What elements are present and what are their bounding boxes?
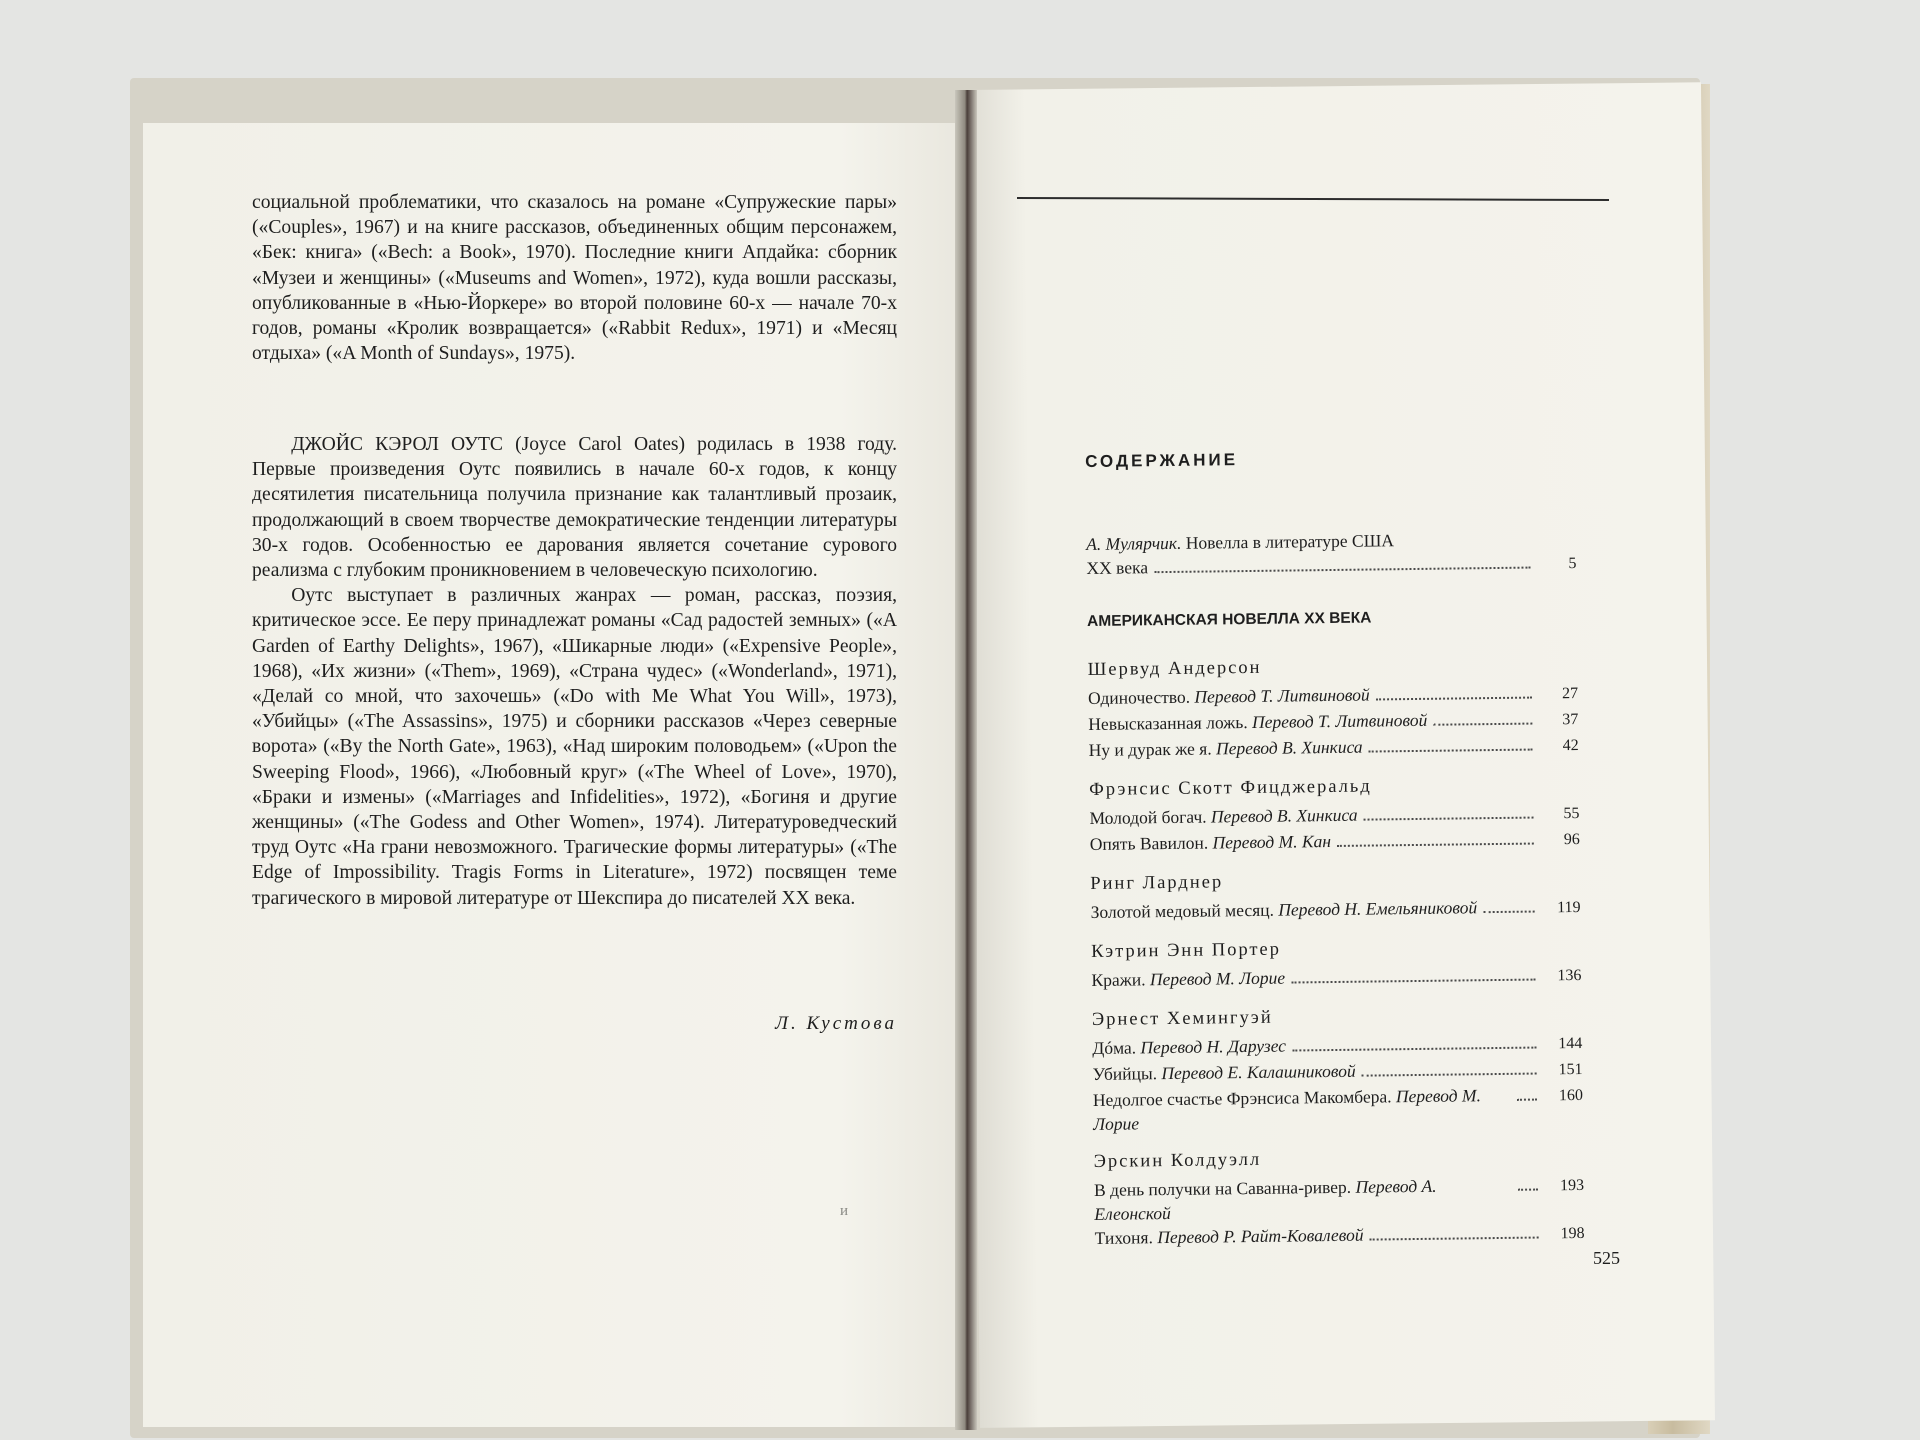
toc-entry <box>1090 826 1580 858</box>
group-author: Эрнест Хемингуэй <box>1091 1007 1273 1030</box>
entry-translator: Перевод Е. Калашниковой <box>1161 1060 1356 1084</box>
entry-title: Молодой богач. <box>1089 806 1207 828</box>
toc-group-fitzgerald <box>1089 772 1580 858</box>
toc-group-hemingway <box>1092 1002 1584 1136</box>
page-ref: 144 <box>1558 1034 1583 1053</box>
page-ref: 27 <box>1561 684 1579 703</box>
toc-intro-entry <box>1086 526 1577 582</box>
bleed-through-mark: и <box>840 1203 849 1219</box>
updike-paragraph <box>252 190 897 366</box>
page-ref: 96 <box>1563 830 1580 849</box>
oates-section <box>252 432 897 911</box>
page-ref: 198 <box>1560 1224 1585 1243</box>
page-ref: 136 <box>1557 966 1582 985</box>
entry-translator: Перевод Н. Дарузес <box>1140 1035 1287 1058</box>
leader-dots <box>1364 817 1534 821</box>
leader-dots <box>1291 979 1535 984</box>
group-author: Кэтрин Энн Портер <box>1091 939 1282 962</box>
page-ref: 160 <box>1558 1086 1584 1105</box>
oates-works-paragraph: Оутс выступает в различных жанрах — роман, рассказ, поэзия, критическое эссе. Ее перу принадлежат романы «Сад радостей земных» («A Garden of Earthy Delights», 1967), «Шикарные люди» («Expensive People», 1968), «Их жизни» («Them», 1969), «Страна чудес» («Wonderland», 1971), «Делай со мной, что захочешь» («Do with Me What You Will», 1973), «Убийцы» («The Assassins», 1975) и сборники рассказов «Через северные ворота» («By the North Gate», 1963), «Над широким половодьем» («Upon the Sweeping Flood», 1966), «Любовный круг» («The Wheel of Love», 1970), «Браки и измены» («Marriages and Infidelities», 1972), «Богиня и другие женщины» («The Godess and Other Women», 1974). Литературоведческий труд Оутс «На грани невозможного. Трагические формы литературы» («The Edge of Impossibility. Tragis Forms in Literature», 1972) посвящен теме трагического в мировой литературе от Шекспира до писателей XX века. <box>252 585 897 909</box>
toc-group-porter <box>1091 934 1582 994</box>
entry-translator: Перевод М. Лорие <box>1149 967 1286 990</box>
entry-translator: Перевод В. Хинкиса <box>1215 736 1363 759</box>
leader-dots <box>1292 1047 1536 1052</box>
toc-entry <box>1089 732 1579 764</box>
page-ref: 151 <box>1558 1060 1583 1079</box>
leader-dots <box>1369 749 1533 753</box>
entry-translator: Перевод Р. Райт-Ковалевой <box>1157 1224 1364 1248</box>
leader-dots <box>1518 1189 1538 1191</box>
page-number: 525 <box>1593 1248 1620 1268</box>
entry-title: Убийцы. <box>1092 1063 1158 1084</box>
toc-title: СОДЕРЖАНИЕ <box>1085 450 1239 471</box>
book-spine <box>955 90 977 1430</box>
intro-title-cont: XX века <box>1086 557 1149 578</box>
entry-translator: Перевод Т. Литвиновой <box>1194 684 1370 707</box>
leader-dots <box>1370 1237 1539 1241</box>
toc-entry <box>1091 962 1581 994</box>
toc-entry <box>1090 894 1580 926</box>
entry-title: Опять Вавилон. <box>1089 832 1209 854</box>
leader-dots <box>1154 567 1530 574</box>
intro-title: Новелла в литературе США <box>1185 530 1395 553</box>
entry-translator: Перевод М. Лорие <box>1093 1085 1482 1134</box>
entry-translator: Перевод Н. Емельяниковой <box>1278 897 1478 920</box>
oates-intro-paragraph: ДЖОЙС КЭРОЛ ОУТС (Joyce Carol Oates) родилась в 1938 году. Первые произведения Оутс появились в начале 60-х годов, к концу десятилетия писательница получила признание как талантливый прозаик, продолжающий в своем творчестве демократические тенденции литературы 30-х годов. Особенностью ее дарования является сочетание сурового реализма с глубоким проникновением в человеческую психологию. <box>252 434 897 582</box>
leader-dots <box>1433 723 1532 726</box>
entry-title: Невысказанная ложь. <box>1088 712 1248 734</box>
entry-translator: Перевод Т. Литвиновой <box>1251 709 1428 732</box>
entry-title: Кражи. <box>1091 969 1146 990</box>
section-heading: АМЕРИКАНСКАЯ НОВЕЛЛА XX ВЕКА <box>1086 609 1372 630</box>
entry-title: В день получки на Саванна-ривер. <box>1093 1176 1352 1200</box>
leader-dots <box>1517 1099 1537 1101</box>
leader-dots <box>1483 911 1534 914</box>
entry-title: Одиночество. <box>1087 686 1191 708</box>
toc-entry <box>1094 1172 1585 1226</box>
intro-author: А. Мулярчик. <box>1086 532 1182 554</box>
page-ref: 193 <box>1559 1176 1585 1195</box>
entry-title: Тихоня. <box>1094 1227 1153 1248</box>
page-ref: 55 <box>1563 804 1580 823</box>
table-of-contents <box>1085 444 1585 1266</box>
leader-dots <box>1362 1073 1537 1077</box>
leader-dots <box>1376 697 1532 701</box>
page-ref: 5 <box>1568 555 1577 573</box>
entry-translator: Перевод М. Кан <box>1212 831 1332 853</box>
page-ref: 119 <box>1557 898 1581 917</box>
toc-entry <box>1094 1220 1584 1252</box>
entry-title: Дóма. <box>1092 1037 1137 1058</box>
toc-group-caldwell <box>1094 1144 1585 1252</box>
author-signature: Л. Кустова <box>775 1013 897 1034</box>
toc-group-lardner <box>1090 866 1581 926</box>
entry-translator: Перевод А. Елеонской <box>1094 1175 1437 1224</box>
updike-text: социальной проблематики, что сказалось на романе «Супружеские пары» («Couples», 1967) и на книге рассказов, объединенных общим персонажем, «Бек: книга» («Bech: a Book», 1970). Последние книги Апдайка: сборник «Музеи и женщины» («Museums and Women», 1972), куда вошли рассказы, опубликованные в «Нью-Йоркере» во второй половине 60-х — начале 70-х годов, романы «Кролик возвращается» («Rabbit Redux», 1971) и «Месяц отдыха» («A Month of Sundays», 1975). <box>252 192 897 365</box>
group-author: Фрэнсис Скотт Фицджеральд <box>1089 776 1372 800</box>
entry-translator: Перевод В. Хинкиса <box>1210 804 1358 827</box>
group-author: Шервуд Андерсон <box>1087 657 1262 680</box>
group-author: Ринг Ларднер <box>1090 872 1224 894</box>
page-ref: 37 <box>1562 710 1579 729</box>
group-author: Эрскин Колдуэлл <box>1093 1149 1262 1172</box>
toc-entry <box>1093 1082 1584 1136</box>
toc-group-anderson <box>1088 652 1579 764</box>
entry-title: Золотой медовый месяц. <box>1090 899 1275 922</box>
page-ref: 42 <box>1562 736 1579 755</box>
entry-title: Ну и дурак же я. <box>1088 738 1212 760</box>
entry-title: Недолгое счастье Фрэнсиса Макомбера. <box>1092 1086 1392 1110</box>
leader-dots <box>1337 843 1534 847</box>
